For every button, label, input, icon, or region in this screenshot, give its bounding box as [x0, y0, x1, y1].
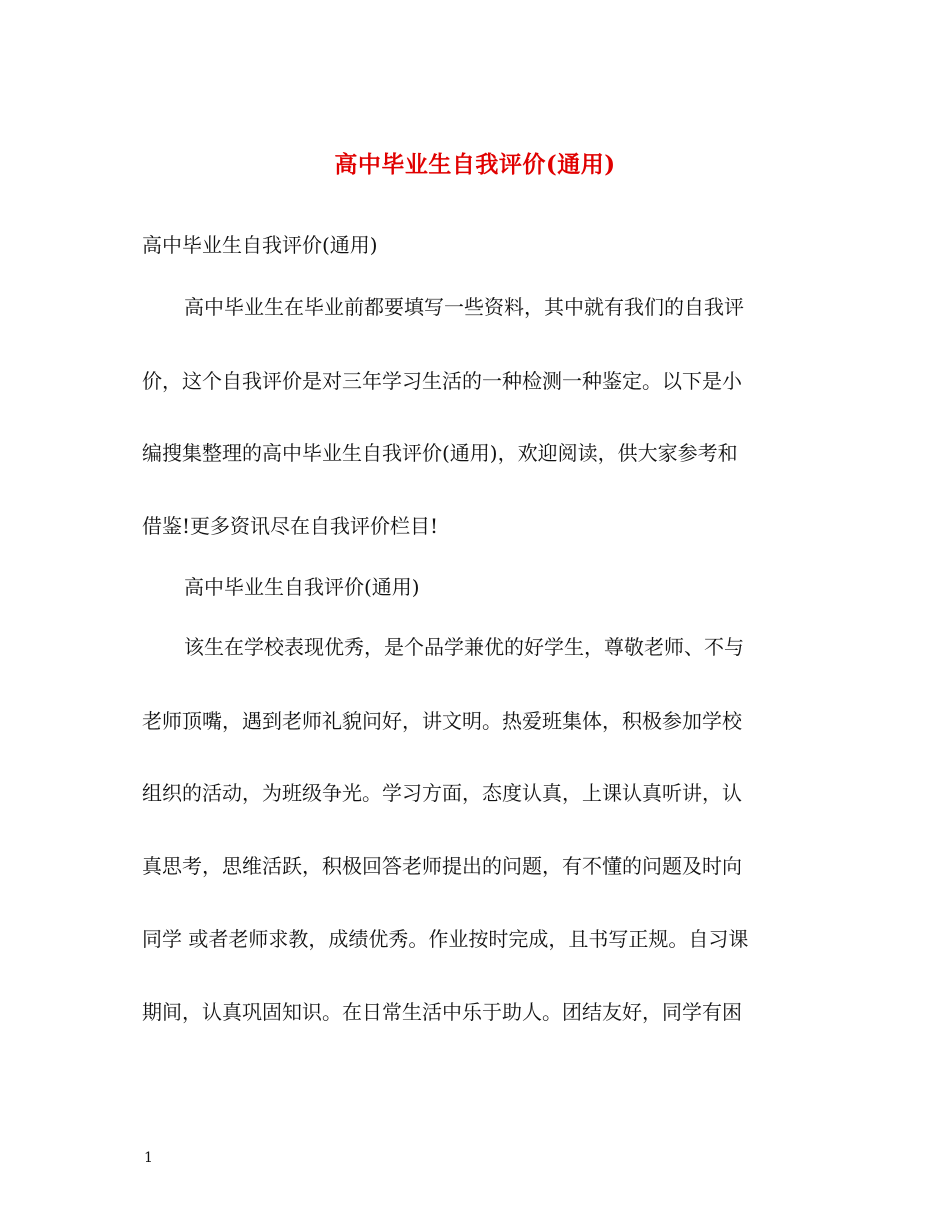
paragraph-line: 老师顶嘴，遇到老师礼貌问好，讲文明。热爱班集体，积极参加学校: [142, 709, 742, 733]
paragraph-line: 真思考，思维活跃，积极回答老师提出的问题，有不懂的问题及时向: [142, 854, 742, 878]
page-number: 1: [144, 1150, 153, 1166]
document-title: 高中毕业生自我评价(通用): [334, 151, 616, 178]
paragraph-line: 价，这个自我评价是对三年学习生活的一种检测一种鉴定。以下是小: [142, 369, 742, 393]
section-heading: 高中毕业生自我评价(通用): [184, 575, 420, 599]
paragraph-line: 该生在学校表现优秀，是个品学兼优的好学生，尊敬老师、不与: [184, 635, 744, 659]
paragraph-line: 高中毕业生在毕业前都要填写一些资料，其中就有我们的自我评: [184, 295, 744, 319]
paragraph-line: 借鉴!更多资讯尽在自我评价栏目!: [142, 514, 439, 538]
paragraph-line: 期间，认真巩固知识。在日常生活中乐于助人。团结友好，同学有困: [142, 1000, 742, 1024]
paragraph-line: 编搜集整理的高中毕业生自我评价(通用)，欢迎阅读，供大家参考和: [142, 441, 738, 465]
subtitle-line: 高中毕业生自我评价(通用): [142, 233, 378, 257]
paragraph-line: 组织的活动，为班级争光。学习方面，态度认真，上课认真听讲，认: [142, 781, 742, 805]
paragraph-line: 同学 或者老师求教，成绩优秀。作业按时完成，且书写正规。自习课: [142, 927, 749, 951]
